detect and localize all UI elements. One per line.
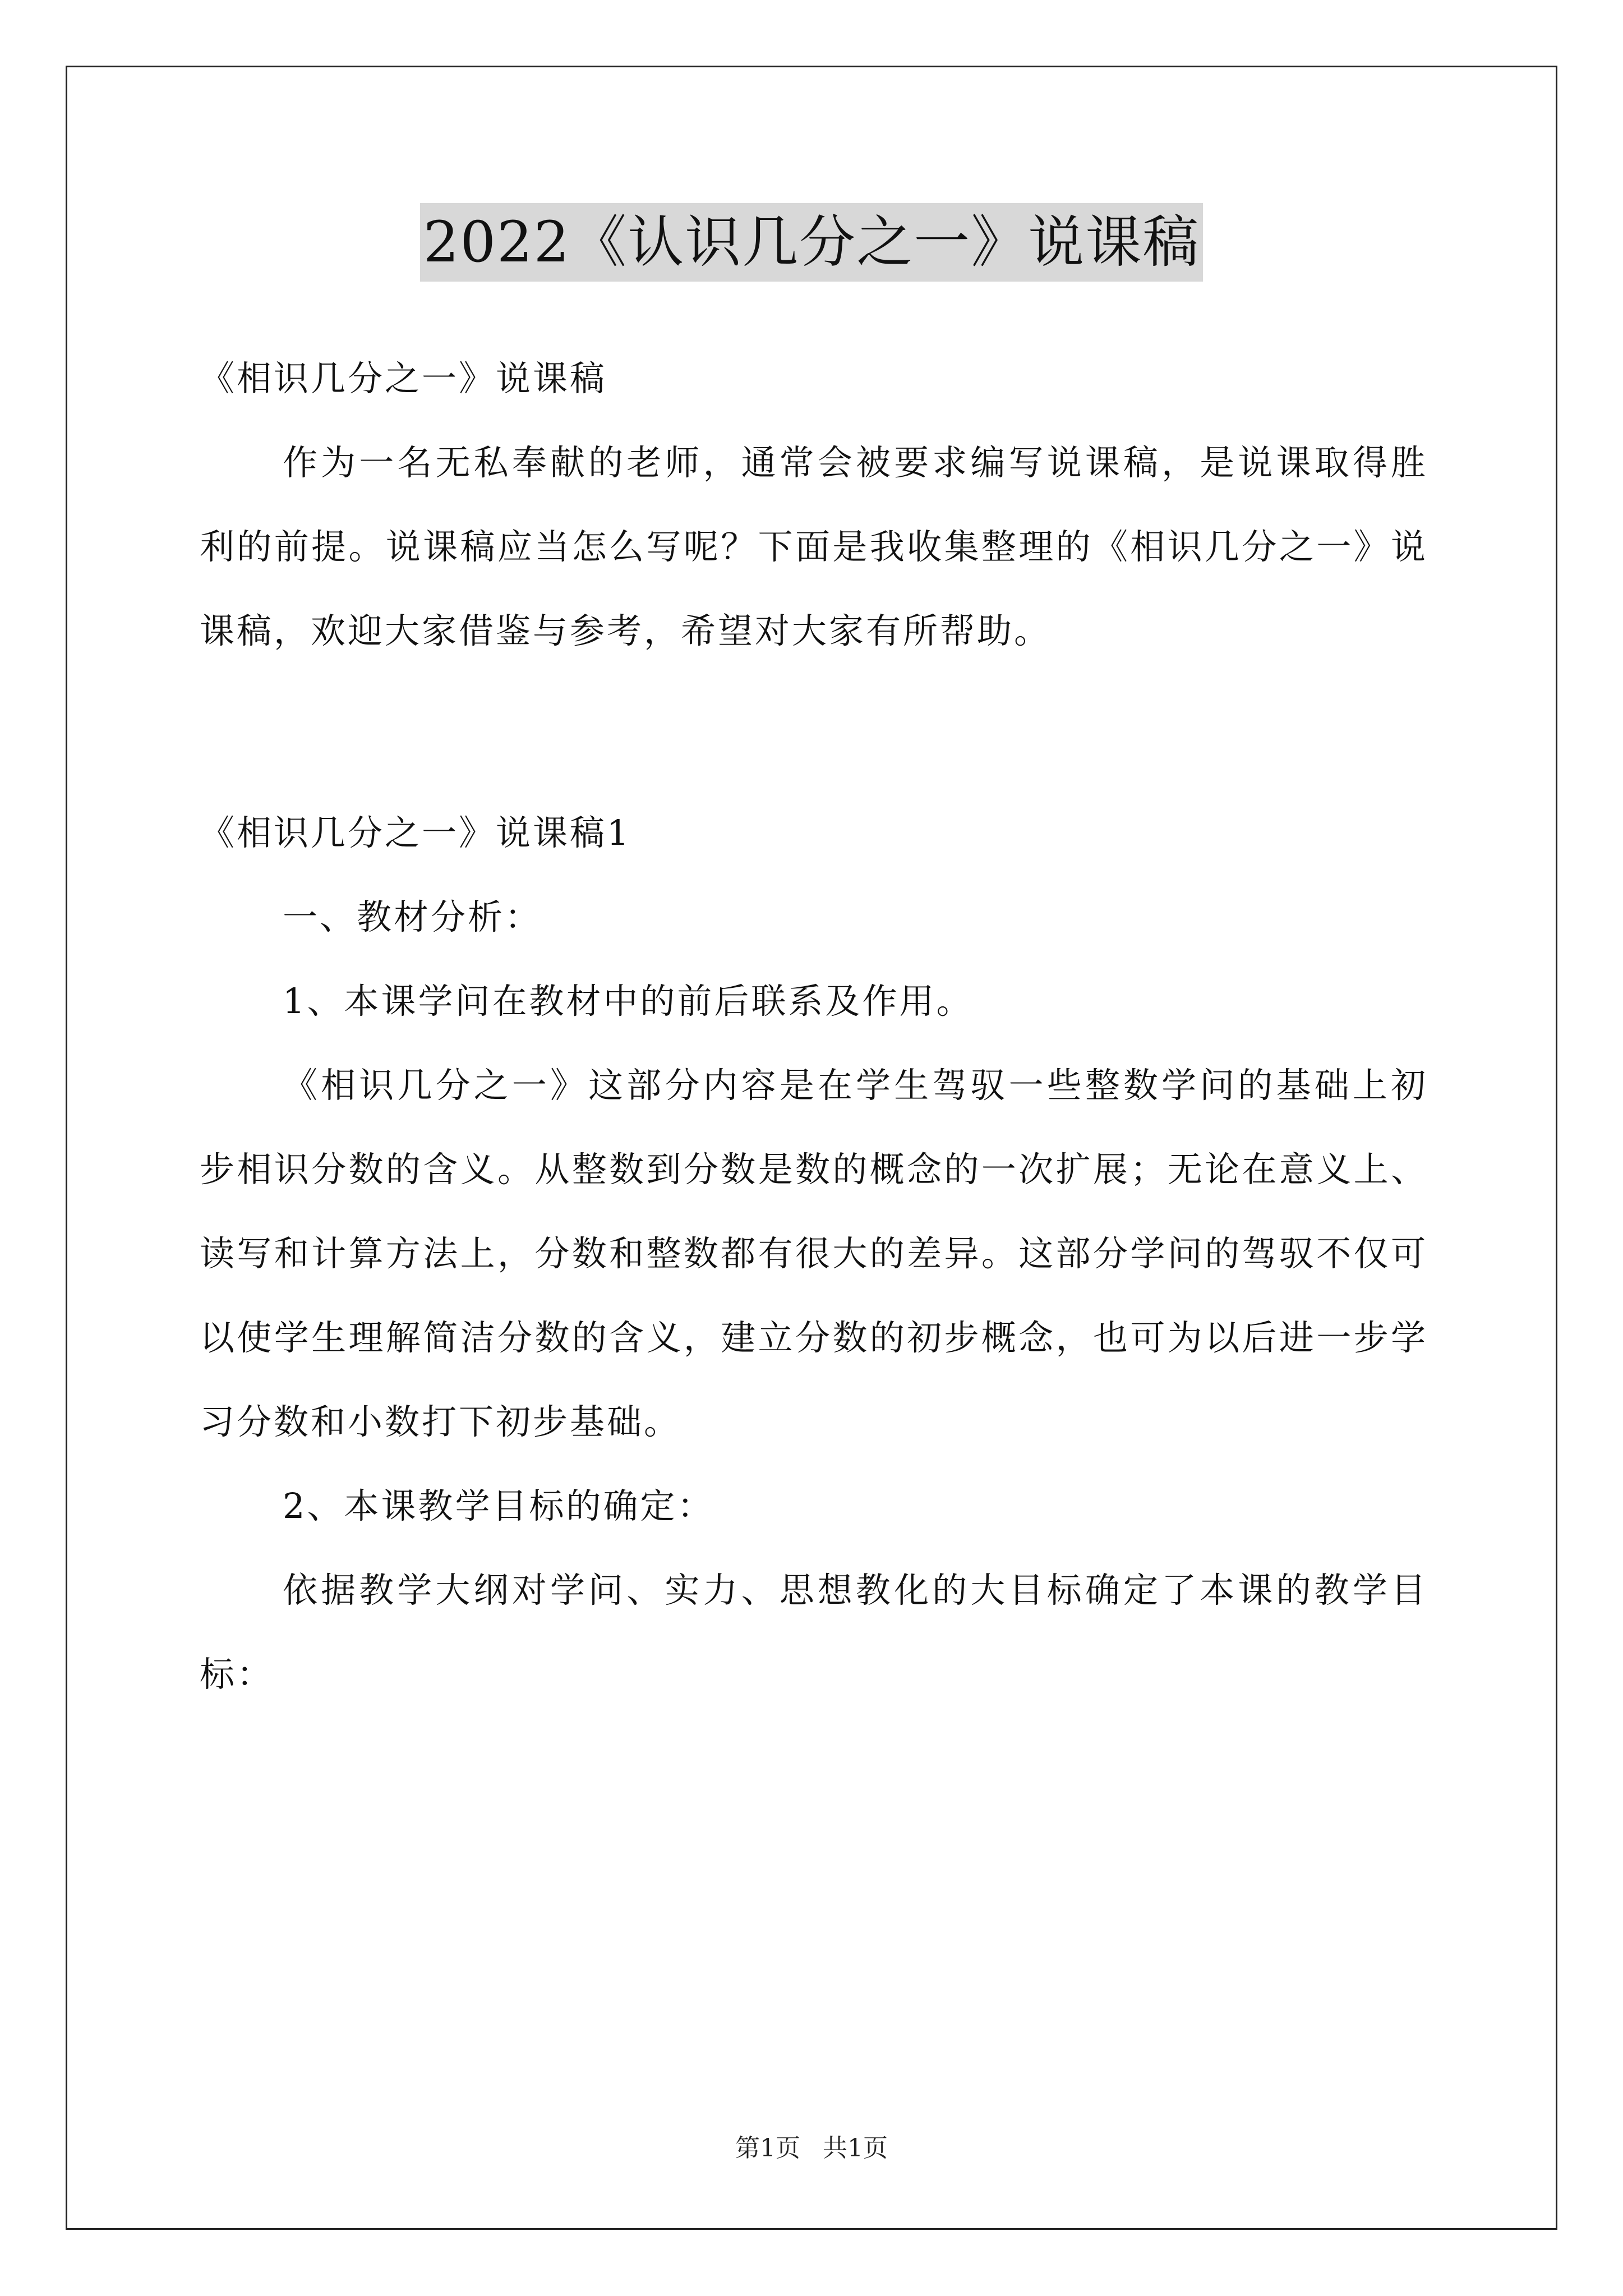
page-total: 共1页 — [823, 2134, 888, 2162]
document-title: 2022《认识几分之一》说课稿 — [420, 203, 1204, 282]
section-title: 《相识几分之一》说课稿1 — [200, 812, 631, 853]
heading-knowledge-connection: 1、本课学问在教材中的前后联系及作用。 — [283, 981, 974, 1022]
paragraph-knowledge-connection: 《相识几分之一》这部分内容是在学生驾驭一些整数学问的基础上初步相识分数的含义。从整数到分数是数的概念的一次扩展；无论在意义上、读写和计算方法上，分数和整数都有很大的差异。这部分学问的驾驭不仅可以使学生理解简洁分数的含义，建立分数的初步概念，也可为以后进一步学习分数和小数打下初步基础。 — [200, 1065, 1428, 1442]
subtitle: 《相识几分之一》说课稿 — [200, 358, 607, 399]
title-container — [0, 203, 1623, 282]
intro-paragraph: 作为一名无私奉献的老师，通常会被要求编写说课稿，是说课取得胜利的前提。说课稿应当怎么写呢？下面是我收集整理的《相识几分之一》说课稿，欢迎大家借鉴与参考，希望对大家有所帮助。 — [200, 442, 1428, 651]
page-number: 第1页 — [735, 2134, 800, 2162]
paragraph-teaching-objectives: 依据教学大纲对学问、实力、思想教化的大目标确定了本课的教学目标： — [200, 1570, 1428, 1695]
document-body — [200, 337, 1428, 1717]
heading-teaching-material-analysis: 一、教材分析： — [283, 896, 542, 937]
section-gap — [200, 673, 1428, 791]
page-footer — [0, 2132, 1623, 2165]
heading-teaching-objectives: 2、本课教学目标的确定： — [283, 1485, 714, 1526]
